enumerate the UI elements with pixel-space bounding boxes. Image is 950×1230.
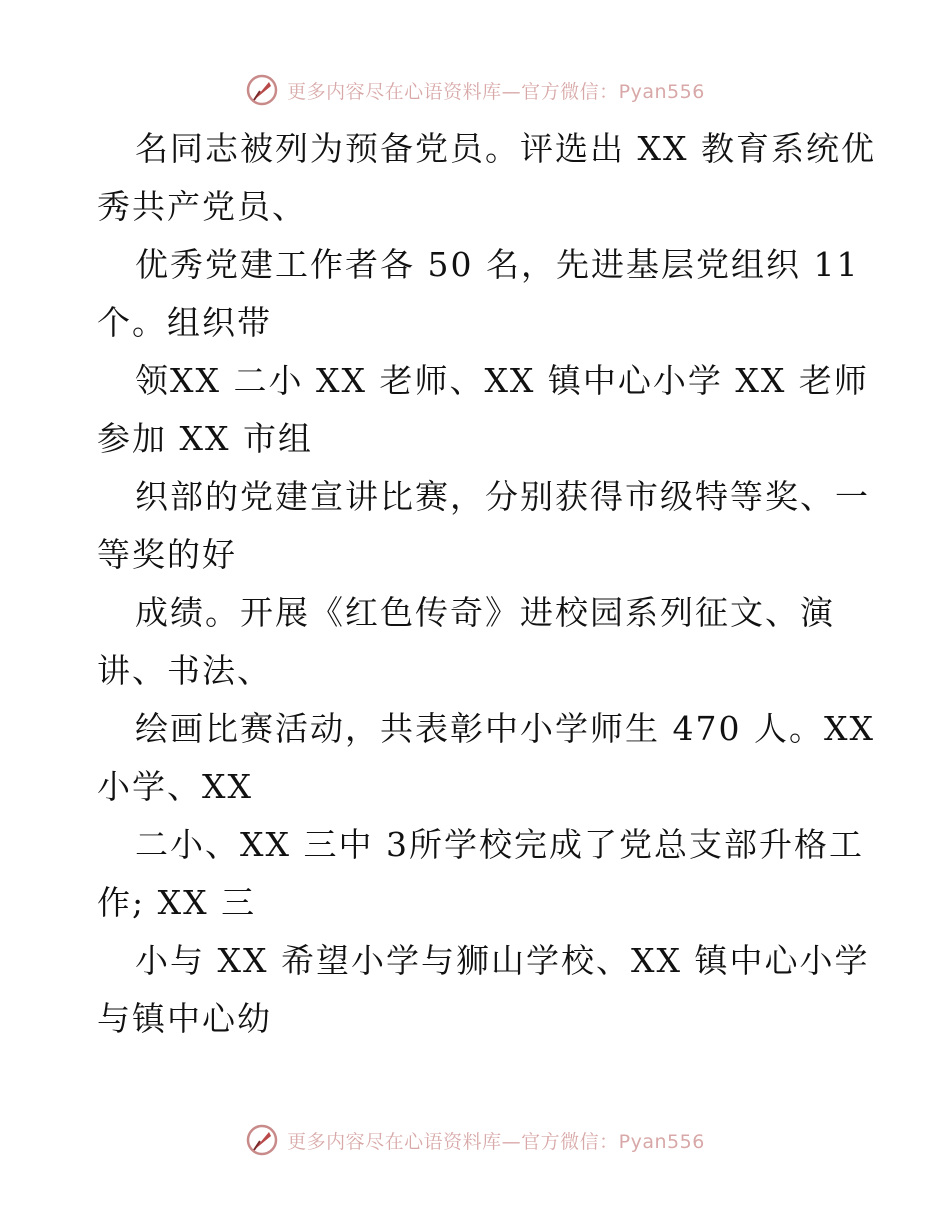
text-line: 成绩。开展《红色传奇》进校园系列征文、演 [135,593,835,632]
document-body [97,120,876,1048]
text-line: 与镇中心幼 [97,999,272,1038]
text-line: 个。组织带 [97,303,272,342]
text-line: 小与 XX 希望小学与狮山学校、XX 镇中心小学 [135,941,870,980]
text-line: 参加 XX 市组 [97,419,313,458]
text-line: 讲、书法、 [97,651,272,690]
text-line: 绘画比赛活动，共表彰中小学师生 470 人。XX [135,709,875,748]
header-banner-text: 更多内容尽在心语资料库—官方微信：Pyan556 [287,80,705,103]
text-line: 织部的党建宣讲比赛，分别获得市级特等奖、一 [135,477,870,516]
text-line: 小学、XX [97,767,253,806]
text-line: 优秀党建工作者各 50 名，先进基层党组织 11 [135,245,860,284]
text-line: 名同志被列为预备党员。评选出 XX 教育系统优 [135,129,876,168]
text-line: 领XX 二小 XX 老师、XX 镇中心小学 XX 老师 [135,361,869,400]
text-line: 作; XX 三 [97,883,257,922]
feather-quill-icon [245,73,279,107]
text-line: 秀共产党员、 [97,187,307,226]
text-line: 等奖的好 [97,535,237,574]
text-line: 二小、XX 三中 3所学校完成了党总支部升格工 [135,825,864,864]
footer-banner [0,1120,950,1160]
footer-banner-text: 更多内容尽在心语资料库—官方微信：Pyan556 [287,1130,705,1153]
header-banner [0,70,950,110]
feather-quill-icon [245,1123,279,1157]
